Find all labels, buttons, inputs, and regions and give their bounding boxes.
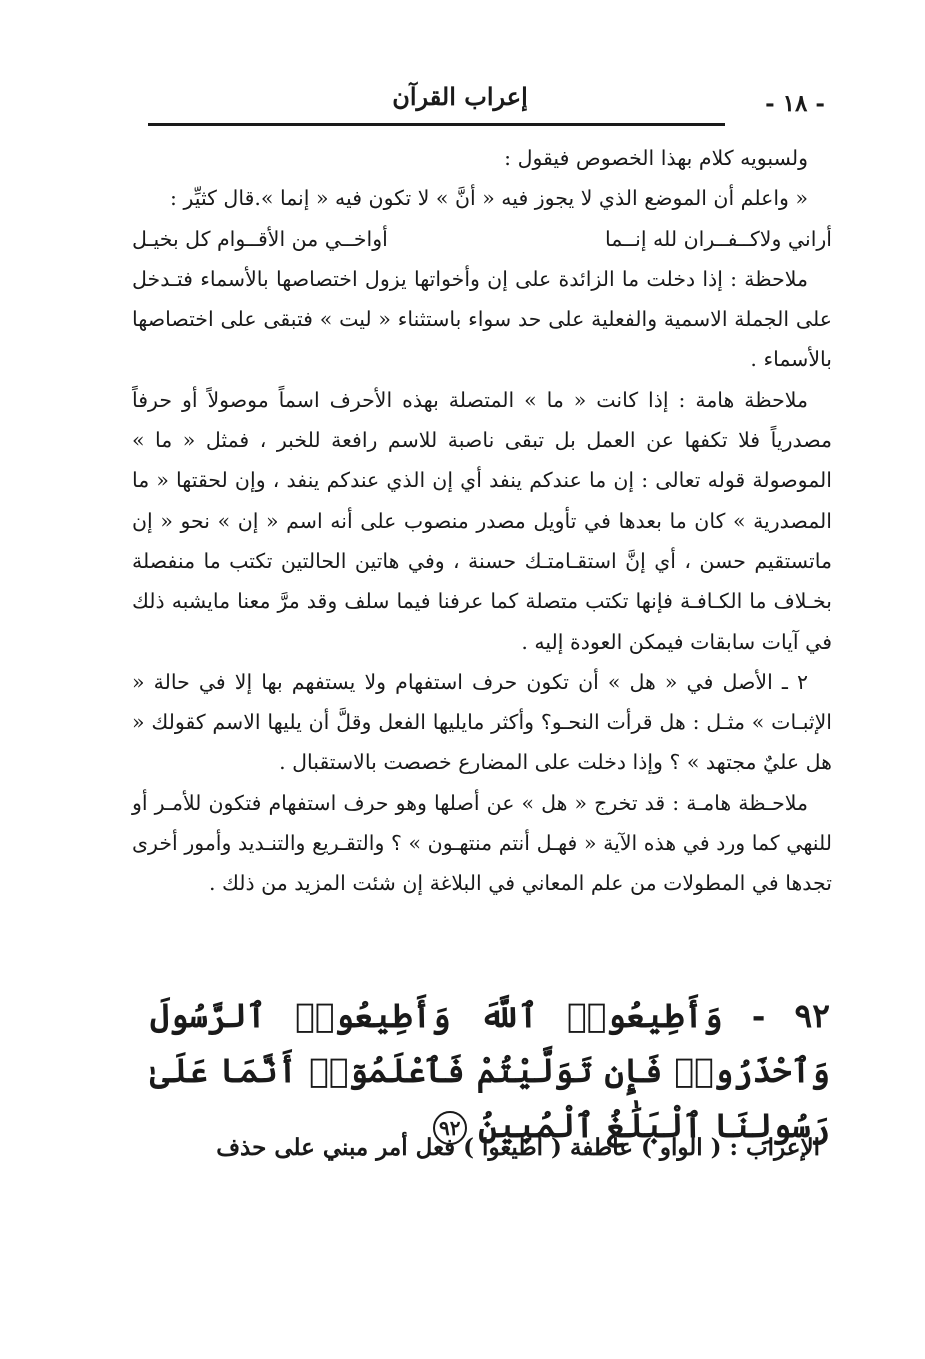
verse-text: وَأَطِيعُوا۟ ٱللَّهَ وَأَطِيعُوا۟ ٱلرَّسُولَ وَٱحْذَرُوا۟ فَإِن تَوَلَّيْتُمْ فَٱعْلَمُوٓا۟ أَنَّمَا عَلَىٰ رَسُولِنَا ٱلْبَلَٰغُ ٱلْمُبِينُ	[150, 996, 830, 1145]
verse-second-hemistich: أواخــي من الأقــوام كل بخيـل	[132, 226, 388, 251]
header-rule	[148, 123, 725, 126]
paragraph-sibawayh-quote: « واعلم أن الموضع الذي لا يجوز فيه « أنَّ » لا تكون فيه « إنما ».قال كثيِّر :	[170, 186, 808, 211]
paragraph-sibawayh-intro: ولسبويه كلام بهذا الخصوص فيقول :	[504, 146, 808, 170]
verse-number: ٩٢ -	[751, 996, 830, 1035]
irab-text: الإعراب : ( الواو ) عاطفة ( أطيعوا ) فعل أمر مبني على حذف	[216, 1134, 820, 1161]
running-title: إعراب القرآن	[392, 82, 528, 111]
irab-section	[140, 1128, 820, 1168]
paragraph-important-note-hal: ملاحـظة هامـة : قد تخرج « هل » عن أصلها وهو حرف استفهام فتكون للأمـر أو للنهي كما ورد في هذه الآية « فهـل أنتم منتهـون » ؟ والتقـريع والتنـديد وأمور أخرى تجدها في المطولات من علم المعاني في البلاغة إن شئت المزيد من ذلك .	[132, 790, 832, 896]
paragraph-important-note-ma: ملاحظة هامة : إذا كانت « ما » المتصلة بهذه الأحرف اسماً موصولاً أو حرفاً مصدرياً فلا تكفها عن العمل بل تبقى ناصبة للاسم رافعة للخبر ، فمثل « ما » الموصولة قوله تعالى : إن ما عندكم ينفد أي إن الذي عندكم ينفد ، وإن لحقتها « ما المصدرية » كان ما بعدها في تأويل مصدر منصوب على أنه اسم « إن » نحو « إن ماتستقيم حسن ، أي إنَّ استقـامتـك حسنة ، وفي هاتين الحالتين تكتب ما منفصلة بخـلاف ما الكـافـة فإنها تكتب متصلة كما عرفنا فيما سلف وقد مرَّ معنا مايشبه ذلك في آيات سابقات فيمكن العودة إليه .	[132, 387, 832, 654]
paragraph-hal-origin: ٢ ـ الأصل في « هل » أن تكون حرف استفهام ولا يستفهم بها إلا في حالة « الإثبـات » مثـل : هل قرأت النحـو؟ وأكثر مايليها الفعل وقلَّ أن يليها الاسم كقولك « هل عليٌ مجتهد » ؟ وإذا دخلت على المضارع خصصت بالاستقبال .	[132, 669, 832, 775]
page-number: - ١٨ -	[765, 90, 825, 117]
verse-first-hemistich: أراني ولاكــفــران لله إنــما	[605, 226, 832, 251]
body-text	[132, 138, 832, 904]
ayah-end-mark: ٩٢	[433, 1111, 467, 1145]
paragraph-note-ma-zaida: ملاحظة : إذا دخلت ما الزائدة على إن وأخواتها يزول اختصاصها بالأسماء فتـدخل على الجملة الاسمية والفعلية على حد سواء باستثناء « ليت » فتبقى على اختصاصها بالأسماء .	[132, 266, 832, 372]
poetry-verse	[132, 219, 832, 259]
